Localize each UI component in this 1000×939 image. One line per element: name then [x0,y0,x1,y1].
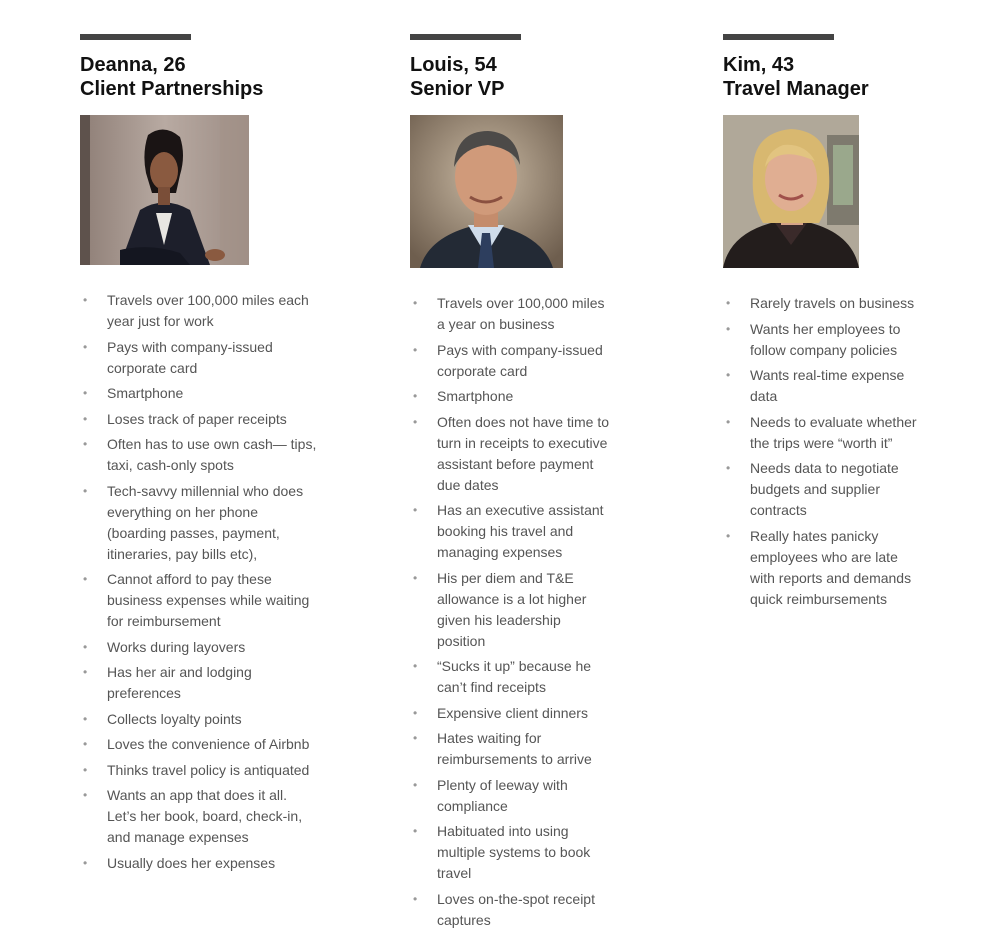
persona-photo [410,115,563,268]
list-item: • Needs to evaluate whether the trips were “worth it” [726,413,917,451]
persona-card-deanna [80,34,320,878]
persona-role: Senior VP [410,78,505,100]
accent-bar [723,34,834,40]
list-item: • Habituated into using multiple systems to book travel [413,823,591,881]
persona-name: Kim, 43 [723,54,795,76]
list-item: • Thinks travel policy is antiquated [83,761,310,778]
persona-points [80,290,320,874]
list-item: • Travels over 100,000 miles a year on business [413,295,605,332]
list-item: • Cannot afford to pay these business expenses while waiting for reimbursement [83,571,310,629]
persona-photo [723,115,859,268]
accent-bar [410,34,521,40]
list-item: • Wants an app that does it all. Let’s her book, board, check-in, and manage expenses [83,787,303,845]
accent-bar [80,34,191,40]
persona-card-kim [723,34,923,614]
list-item: • Plenty of leeway with compliance [413,776,568,814]
list-item: • “Sucks it up” because he can’t find receipts [413,658,592,695]
persona-points [410,293,610,931]
list-item: • Loves on-the-spot receipt captures [413,890,595,928]
list-item: • Often does not have time to turn in receipts to executive assistant before payment due dates [413,413,609,493]
list-item: • His per diem and T&E allowance is a lot higher given his leadership position [413,569,587,649]
list-item: • Needs data to negotiate budgets and supplier contracts [726,460,899,518]
persona-name: Louis, 54 [410,54,497,76]
persona-name: Deanna, 26 [80,54,186,76]
list-item: • Usually does her expenses [83,854,276,871]
list-item: • Smartphone [83,385,184,401]
persona-role: Client Partnerships [80,78,264,100]
list-item: • Has her air and lodging preferences [83,664,252,701]
list-item: • Works during layovers [83,638,246,655]
list-item: • Travels over 100,000 miles each year just for work [83,292,309,329]
list-item: • Loves the convenience of Airbnb [83,736,310,752]
persona-card-louis [410,34,610,935]
list-item: • Loses track of paper receipts [83,410,287,427]
persona-role: Travel Manager [723,78,869,100]
persona-points [723,293,923,610]
list-item: • Smartphone [413,388,514,404]
list-item: • Expensive client dinners [413,704,588,721]
list-item: • Tech-savvy millennial who does everything on her phone (boarding passes, payment, itineraries, pay bills etc), [83,482,304,562]
list-item: • Collects loyalty points [83,710,242,727]
list-item: • Rarely travels on business [726,295,915,311]
list-item: • Wants real-time expense data [726,367,905,404]
list-item: • Pays with company-issued corporate card [83,338,273,376]
list-item: • Really hates panicky employees who are late with reports and demands quick reimbursements [726,527,912,607]
list-item: • Often has to use own cash— tips, taxi, cash-only spots [83,436,317,473]
persona-photo [80,115,249,265]
list-item: • Has an executive assistant booking his travel and managing expenses [413,502,604,560]
list-item: • Hates waiting for reimbursements to arrive [413,730,592,767]
list-item: • Pays with company-issued corporate card [413,341,603,379]
list-item: • Wants her employees to follow company policies [726,320,901,358]
